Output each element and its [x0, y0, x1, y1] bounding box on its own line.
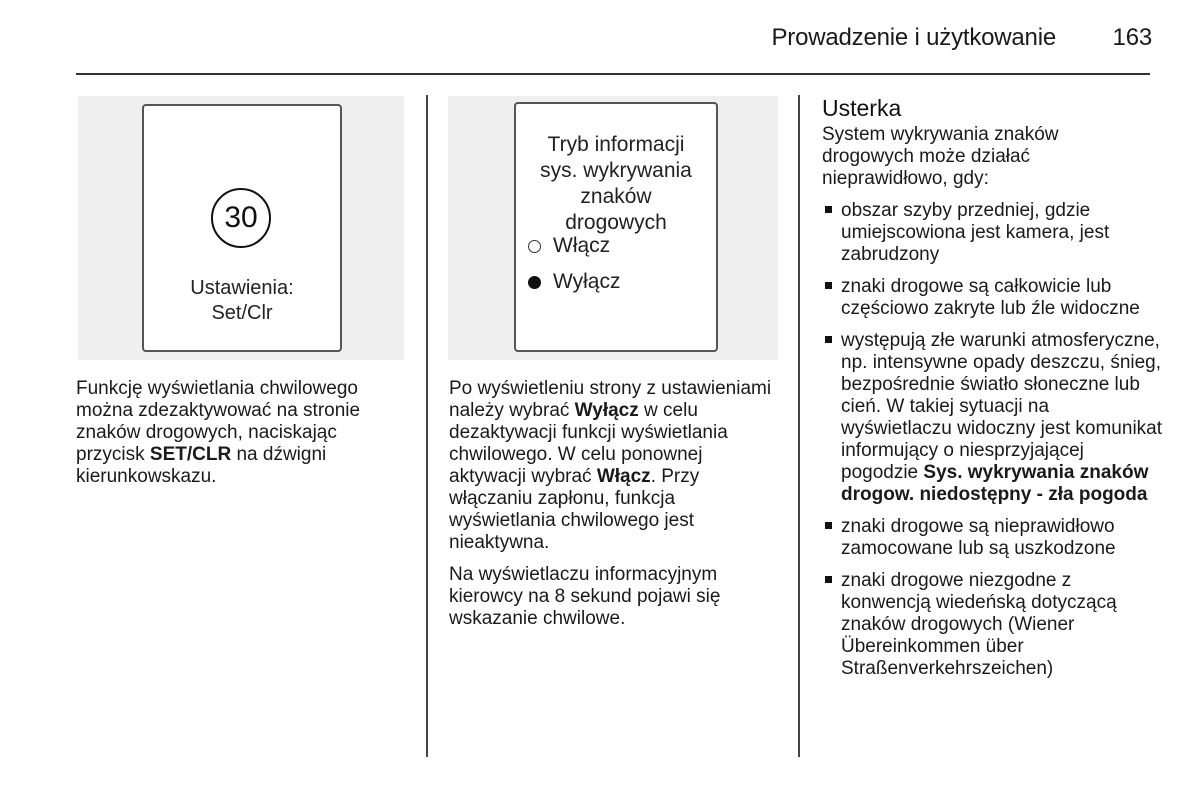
list-item-text: występują złe warunki atmosferyczne, np. intensywne opady deszczu, śnieg, bezpośrednie światło słoneczne lub cień. W takiej sytuacji na wyświetlaczu widoczny jest komunikat informujący o niesprzyjającej pogodzie [841, 330, 1163, 483]
col2-paragraph-2: Na wyświetlaczu informacyjnym kierowcy na 8 sekund pojawi się wskazanie chwilowe. [449, 564, 721, 629]
col2-text-mid: w celu dezaktywacji funkcji wyświetlania chwilowego. W celu ponownej aktywacji wybrać [449, 400, 728, 487]
display-panel [142, 104, 342, 352]
bullet-icon [825, 522, 832, 529]
menu-title-line: Tryb informacji [547, 133, 685, 156]
col2-text: Po wyświetleniu strony z ustawieniami należy wybrać [449, 378, 772, 421]
column-divider-1 [426, 95, 428, 757]
list-item-bold-text: Sys. wykrywania znaków drogow. niedostępny - zła pogoda [841, 462, 1149, 505]
menu-option-off-label: Wyłącz [553, 270, 621, 293]
bullet-icon [825, 282, 832, 289]
bullet-icon [825, 576, 832, 583]
display-settings-line2: Set/Clr [211, 302, 273, 324]
page-number: 163 [1112, 24, 1152, 51]
col1-text-end: na dźwigni kierunkowskazu. [76, 444, 327, 487]
menu-title-line: drogowych [565, 211, 667, 234]
col2-paragraph-1 [449, 378, 779, 554]
list-item-text: obszar szyby przedniej, gdzie umiejscowiona jest kamera, jest zabrudzony [841, 200, 1110, 265]
display-settings-line1: Ustawienia: [190, 277, 294, 299]
malfunction-list [822, 200, 1162, 690]
menu-option-off[interactable] [528, 270, 620, 294]
display-settings-text [144, 276, 340, 326]
col2-text-end: . Przy włączaniu zapłonu, funkcja wyświetlania chwilowego jest nieaktywna. [449, 466, 700, 553]
speed-limit-sign-icon [211, 188, 271, 248]
speed-limit-value: 30 [224, 201, 258, 234]
col1-paragraph [76, 378, 396, 488]
menu-option-on[interactable] [528, 234, 610, 258]
col1-bold-text: SET/CLR [149, 444, 232, 465]
list-item-text: znaki drogowe są nieprawidłowo zamocowane lub są uszkodzone [841, 516, 1116, 559]
radio-selected-icon[interactable] [528, 276, 541, 289]
list-item [822, 276, 1162, 320]
menu-panel [514, 102, 718, 352]
header-rule [76, 73, 1150, 75]
bullet-icon [825, 206, 832, 213]
list-item-text: znaki drogowe są całkowicie lub częściowo zakryte lub źle widoczne [841, 276, 1140, 319]
col2-bold-off: Wyłącz [574, 400, 639, 421]
figure-settings-menu [448, 96, 778, 360]
section-heading: Usterka [822, 95, 902, 121]
menu-title-line: znaków [580, 185, 652, 208]
list-item [822, 330, 1162, 506]
column-divider-2 [798, 95, 800, 757]
list-item [822, 200, 1162, 266]
figure-speed-display [78, 96, 404, 360]
menu-title-line: sys. wykrywania [540, 159, 692, 182]
list-item [822, 516, 1162, 560]
list-item [822, 570, 1162, 680]
radio-unselected-icon[interactable] [528, 240, 541, 253]
page-title: Prowadzenie i użytkowanie [771, 24, 1056, 51]
list-item-text: znaki drogowe niezgodne z konwencją wiedeńską dotyczącą znaków drogowych (Wiener Übereinkommen über Straßenverkehrszeichen) [841, 570, 1117, 679]
menu-title [516, 132, 716, 236]
col3-intro: System wykrywania znaków drogowych może działać nieprawidłowo, gdy: [822, 124, 1059, 189]
col1-text: Funkcję wyświetlania chwilowego można zdezaktywować na stronie znaków drogowych, naciskając przycisk [76, 378, 361, 465]
menu-option-on-label: Włącz [553, 234, 611, 257]
col2-bold-on: Włącz [596, 466, 651, 487]
bullet-icon [825, 336, 832, 343]
